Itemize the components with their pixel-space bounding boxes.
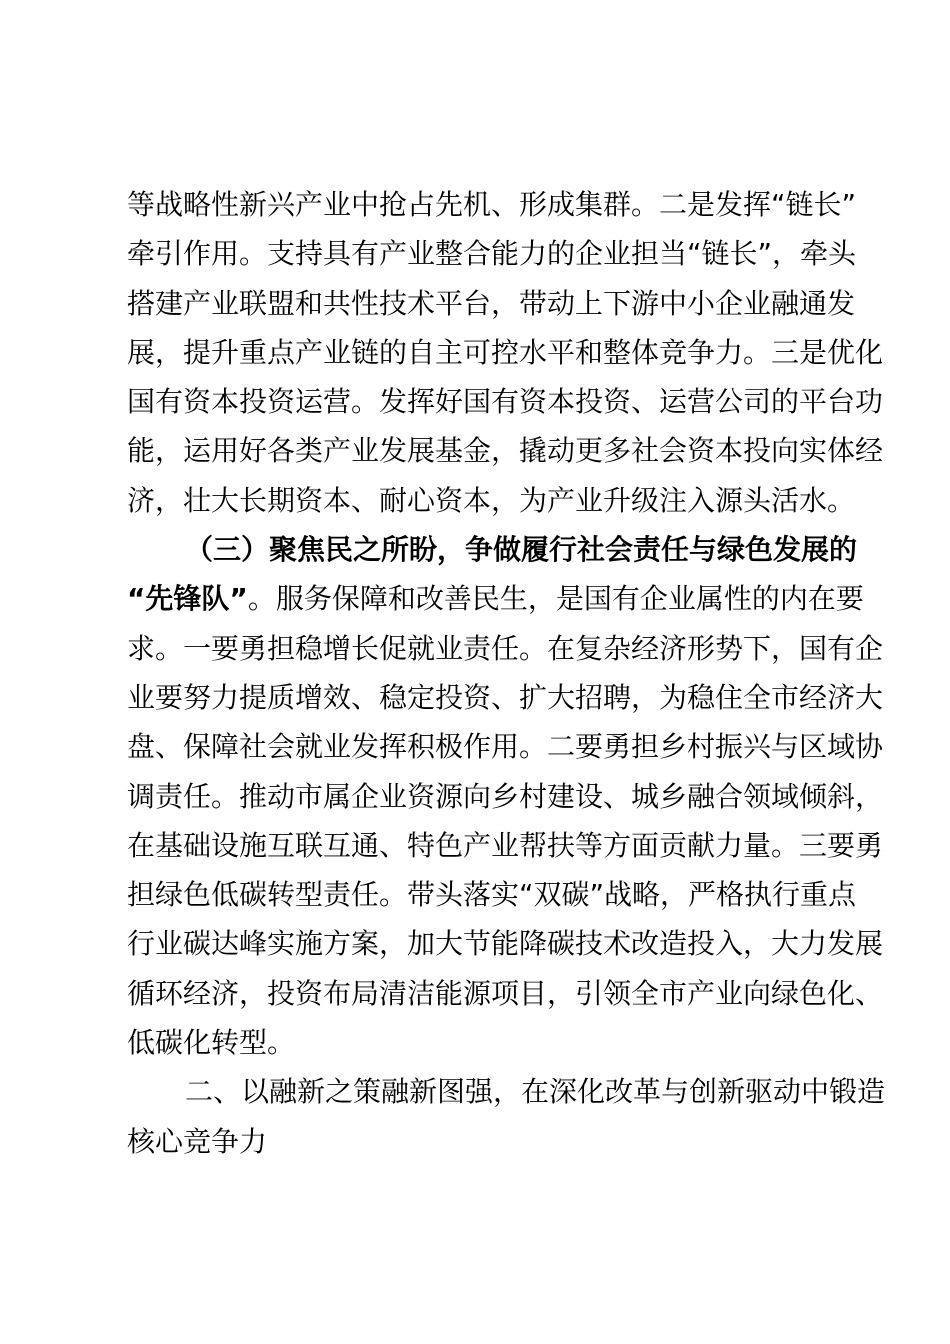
section-heading: （三）聚焦民之所盼，争做履行社会责任与绿色发展的	[185, 533, 858, 567]
section-heading-continued: 核心竞争力	[127, 1124, 268, 1158]
text-line: 调责任。推动市属企业资源向乡村建设、城乡融合领域倾斜，	[127, 779, 884, 813]
section-heading: 二、以融新之策融新图强，在深化改革与创新驱动中锻造	[185, 1075, 886, 1109]
text-span: 。服务保障和改善民生，是国有企业属性的内在要	[247, 582, 864, 616]
text-line: 担绿色低碳转型责任。带头落实“双碳”战略，严格执行重点	[127, 878, 857, 912]
text-line: 能，运用好各类产业发展基金，撬动更多社会资本投向实体经	[127, 434, 884, 468]
text-line: 业要努力提质增效、稳定投资、扩大招聘，为稳住全市经济大	[127, 680, 884, 714]
text-line: 搭建产业联盟和共性技术平台，带动上下游中小企业融通发	[127, 286, 856, 320]
text-line: 盘、保障社会就业发挥积极作用。二要勇担乡村振兴与区域协	[127, 730, 884, 764]
section-heading-reform-innovation	[127, 1067, 886, 1166]
text-line: 济，壮大长期资本、耐心资本，为产业升级注入源头活水。	[127, 483, 856, 517]
text-line: 等战略性新兴产业中抢占先机、形成集群。二是发挥“链长”	[127, 188, 857, 221]
section-heading-continued: “先锋队”	[127, 582, 248, 616]
text-line	[127, 574, 864, 623]
paragraph-industry-chain	[127, 180, 884, 525]
text-line: 在基础设施互联互通、特色产业帮扶等方面贡献力量。三要勇	[127, 828, 884, 862]
text-line: 循环经济，投资布局清洁能源项目，引领全市产业向绿色化、	[127, 976, 884, 1010]
document-page	[127, 180, 886, 1166]
text-line: 低碳化转型。	[127, 1026, 296, 1060]
text-line: 求。一要勇担稳增长促就业责任。在复杂经济形势下，国有企	[127, 631, 884, 665]
text-line: 国有资本投资运营。发挥好国有资本投资、运营公司的平台功	[127, 385, 884, 419]
text-line: 牵引作用。支持具有产业整合能力的企业担当“链长”，牵头	[127, 237, 857, 271]
text-line: 行业碳达峰实施方案，加大节能降碳技术改造投入，大力发展	[127, 927, 884, 961]
paragraph-social-responsibility	[127, 525, 884, 1067]
text-line: 展，提升重点产业链的自主可控水平和整体竞争力。三是优化	[127, 335, 884, 369]
